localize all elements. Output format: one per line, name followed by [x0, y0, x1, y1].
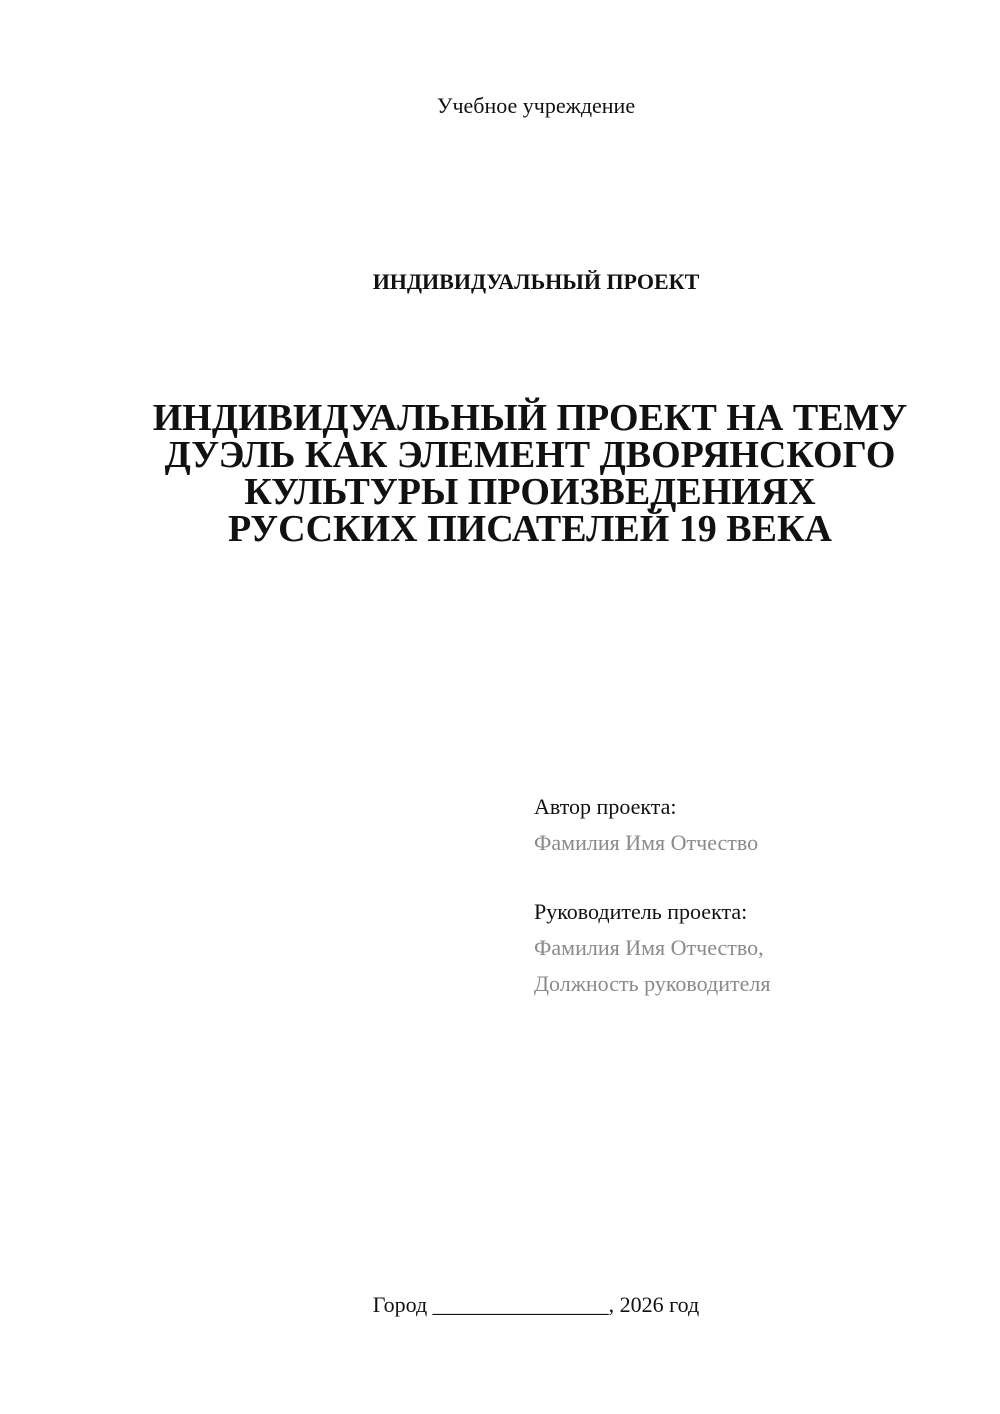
institution-name: Учебное учреждение	[436, 93, 636, 118]
project-title-line: ДУЭЛЬ КАК ЭЛЕМЕНТ ДВОРЯНСКОГО	[164, 434, 896, 476]
author-name: Фамилия Имя Отчество	[534, 830, 759, 855]
supervisor-name: Фамилия Имя Отчество,	[534, 935, 764, 960]
city-year-line: Город ________________, 2026 год	[372, 1292, 700, 1317]
project-title-line: РУССКИХ ПИСАТЕЛЕЙ 19 ВЕКА	[228, 508, 832, 550]
author-label: Автор проекта:	[534, 794, 677, 819]
project-title-line: ИНДИВИДУАЛЬНЫЙ ПРОЕКТ НА ТЕМУ	[152, 397, 908, 439]
supervisor-position: Должность руководителя	[534, 971, 771, 996]
supervisor-label: Руководитель проекта:	[534, 899, 748, 924]
credits-spacer	[534, 861, 974, 894]
project-title	[130, 397, 930, 550]
project-title-line: КУЛЬТУРЫ ПРОИЗВЕДЕНИЯХ	[244, 471, 816, 513]
document-type: ИНДИВИДУАЛЬНЫЙ ПРОЕКТ	[372, 269, 700, 294]
credits-block	[534, 789, 974, 1002]
